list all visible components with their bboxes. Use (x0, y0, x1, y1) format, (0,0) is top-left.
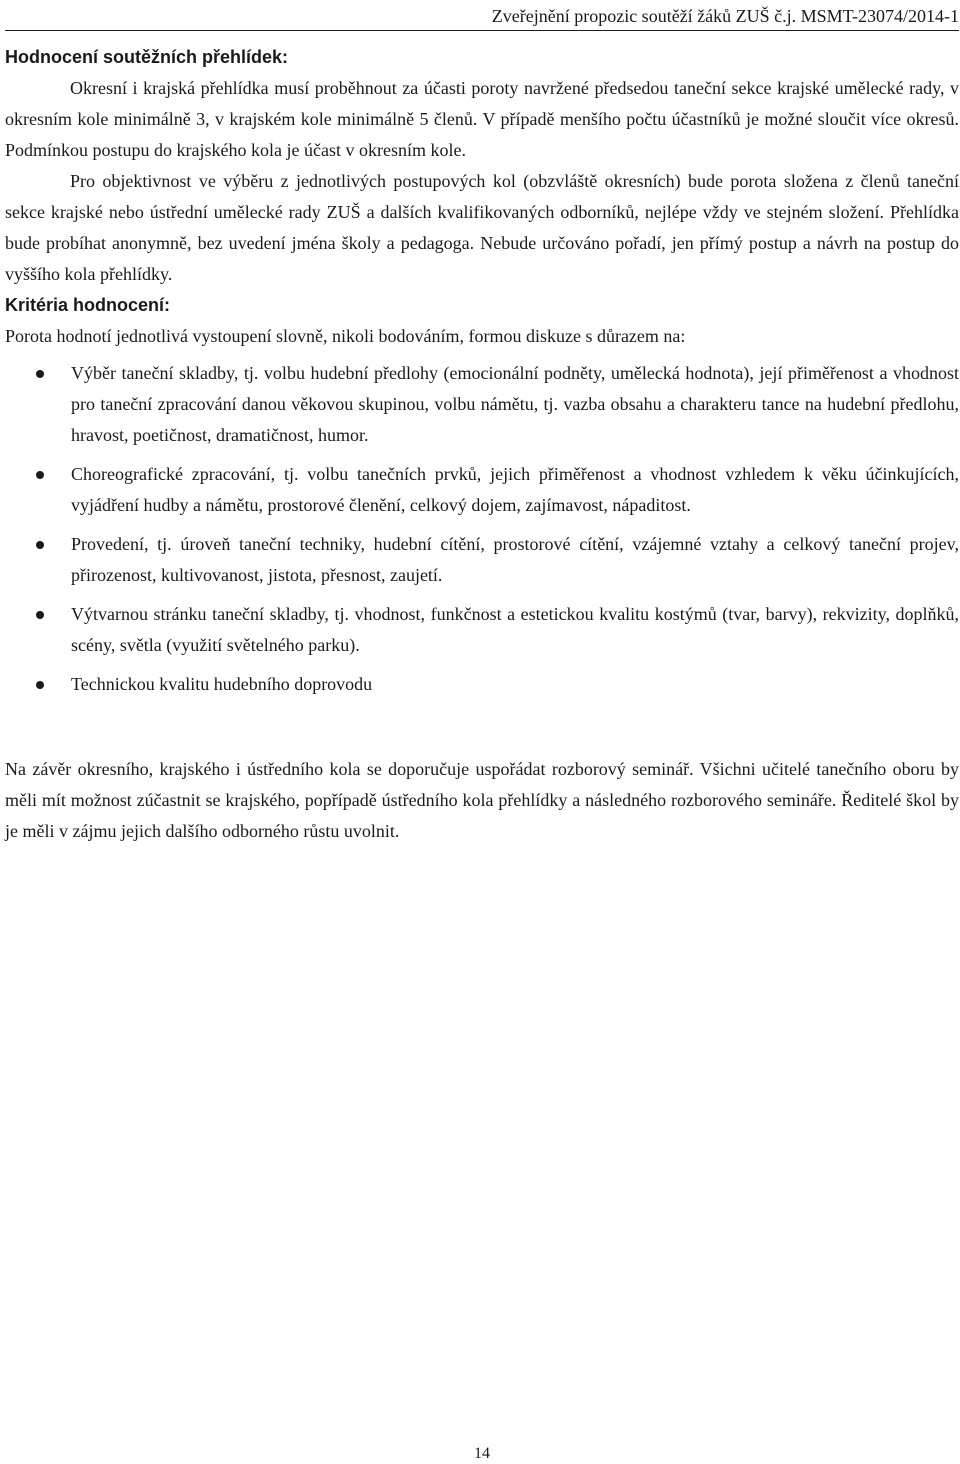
paragraph-objectivity: Pro objektivnost ve výběru z jednotlivých postupových kol (obzvláště okresních) bude porota složena z členů taneční sekce krajské nebo ústřední umělecké rady ZUŠ a dalších kvalifikovaných odborníků, nejlépe vždy ve stejném složení. Přehlídka bude probíhat anonymně, bez uvedení jména školy a pedagoga. Nebude určováno pořadí, jen přímý postup a návrh na postup do vyššího kola přehlídky. (5, 171, 959, 284)
bullet-icon (36, 471, 44, 479)
bullet-icon (36, 611, 44, 619)
header-rule (5, 30, 959, 31)
criteria-intro: Porota hodnotí jednotlivá vystoupení slovně, nikoli bodováním, formou diskuze s důrazem na: (5, 326, 686, 346)
list-item-text: Výtvarnou stránku taneční skladby, tj. vhodnost, funkčnost a estetickou kvalitu kostýmů (tvar, barvy), rekvizity, doplňků, scény, světla (využití světelného parku). (71, 604, 959, 655)
page-number: 14 (474, 1445, 490, 1462)
bullet-icon (36, 541, 44, 549)
running-header: Zveřejnění propozic soutěží žáků ZUŠ č.j. MSMT-23074/2014-1 (491, 6, 959, 26)
section-heading-evaluation: Hodnocení soutěžních přehlídek: (5, 47, 289, 67)
list-item (5, 529, 959, 591)
section-heading-criteria: Kritéria hodnocení: (5, 295, 171, 315)
list-item (5, 459, 959, 521)
list-item (5, 358, 959, 451)
bullet-icon (36, 370, 44, 378)
paragraph-jury: Okresní i krajská přehlídka musí proběhnout za účasti poroty navržené předsedou taneční sekce krajské umělecké rady, v okresním kole minimálně 3, v krajském kole minimálně 5 členů. V případě menšího počtu účastníků je možné sloučit více okresů. Podmínkou postupu do krajského kola je účast v okresním kole. (5, 78, 959, 160)
list-item-text: Provedení, tj. úroveň taneční techniky, hudební cítění, prostorové cítění, vzájemné vztahy a celkový taneční projev, přirozenost, kultivovanost, jistota, přesnost, zaujetí. (71, 534, 959, 585)
bullet-icon (36, 681, 44, 689)
paragraph-closing: Na závěr okresního, krajského i ústředního kola se doporučuje uspořádat rozborový seminář. Všichni učitelé tanečního oboru by měli mít možnost zúčastnit se krajského, popřípadě ústředního kola přehlídky a následného rozborového semináře. Ředitelé škol by je měli v zájmu jejich dalšího odborného růstu uvolnit. (5, 759, 959, 841)
list-item (5, 669, 959, 700)
list-item-text: Choreografické zpracování, tj. volbu tanečních prvků, jejich přiměřenost a vhodnost vzhledem k věku účinkujících, vyjádření hudby a námětu, prostorové členění, celkový dojem, zajímavost, nápaditost. (71, 464, 959, 515)
criteria-list (5, 358, 959, 700)
list-item-text: Výběr taneční skladby, tj. volbu hudební předlohy (emocionální podněty, umělecká hodnota), její přiměřenost a vhodnost pro taneční zpracování danou věkovou skupinou, volbu námětu, tj. vazba obsahu a charakteru tance na hudební předlohu, hravost, poetičnost, dramatičnost, humor. (71, 363, 959, 445)
document-page (5, 0, 959, 1464)
list-item-text: Technickou kvalitu hudebního doprovodu (71, 674, 373, 694)
document-body (5, 42, 959, 847)
list-item (5, 599, 959, 661)
